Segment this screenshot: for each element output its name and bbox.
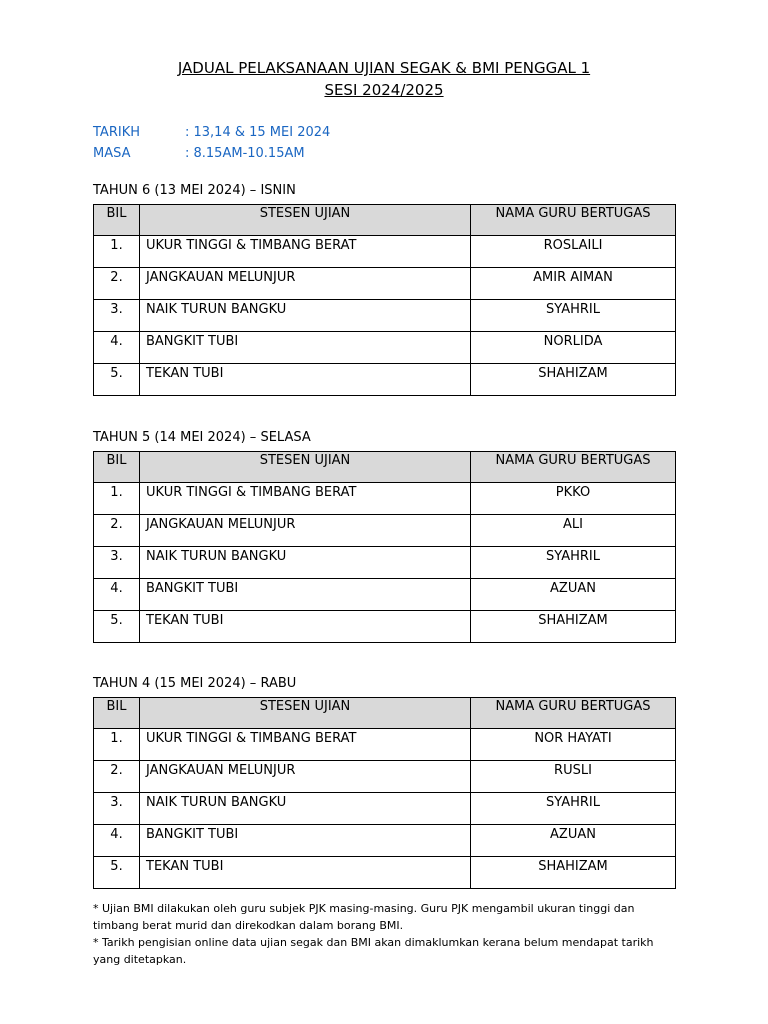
cell-stesen: NAIK TURUN BANGKU	[140, 300, 471, 332]
cell-bil: 3.	[94, 547, 140, 579]
tarikh-row	[93, 124, 330, 142]
section-heading: TAHUN 4 (15 MEI 2024) – RABU	[93, 676, 297, 691]
cell-guru: AZUAN	[471, 825, 676, 857]
table-row	[94, 364, 676, 396]
table-row	[94, 483, 676, 515]
table-header-row	[94, 698, 676, 729]
section-tahun-4	[93, 675, 677, 889]
cell-bil: 1.	[94, 483, 140, 515]
col-header-guru: NAMA GURU BERTUGAS	[471, 452, 676, 483]
schedule-table	[93, 451, 676, 643]
table-row	[94, 268, 676, 300]
cell-bil: 3.	[94, 793, 140, 825]
section-tahun-5	[93, 429, 677, 643]
cell-guru: SYAHRIL	[471, 793, 676, 825]
col-header-guru: NAMA GURU BERTUGAS	[471, 205, 676, 236]
col-header-bil: BIL	[94, 452, 140, 483]
table-row	[94, 857, 676, 889]
col-header-bil: BIL	[94, 205, 140, 236]
cell-bil: 5.	[94, 611, 140, 643]
cell-bil: 4.	[94, 579, 140, 611]
table-row	[94, 579, 676, 611]
cell-bil: 3.	[94, 300, 140, 332]
table-row	[94, 611, 676, 643]
cell-guru: ALI	[471, 515, 676, 547]
document-title: JADUAL PELAKSANAAN UJIAN SEGAK & BMI PENGGAL 1	[177, 59, 591, 77]
cell-bil: 5.	[94, 857, 140, 889]
col-header-stesen: STESEN UJIAN	[140, 452, 471, 483]
table-row	[94, 332, 676, 364]
table-row	[94, 236, 676, 268]
table-row	[94, 547, 676, 579]
section-heading: TAHUN 5 (14 MEI 2024) – SELASA	[93, 430, 311, 445]
col-header-guru: NAMA GURU BERTUGAS	[471, 698, 676, 729]
table-header-row	[94, 452, 676, 483]
cell-stesen: NAIK TURUN BANGKU	[140, 793, 471, 825]
cell-bil: 2.	[94, 515, 140, 547]
cell-stesen: UKUR TINGGI & TIMBANG BERAT	[140, 729, 471, 761]
cell-bil: 1.	[94, 236, 140, 268]
masa-row	[93, 145, 305, 163]
table-header-row	[94, 205, 676, 236]
cell-stesen: BANGKIT TUBI	[140, 825, 471, 857]
col-header-bil: BIL	[94, 698, 140, 729]
section-heading: TAHUN 6 (13 MEI 2024) – ISNIN	[93, 183, 296, 198]
footnote: * Ujian BMI dilakukan oleh guru subjek PJK masing-masing. Guru PJK mengambil ukuran tinggi dan timbang berat murid dan direkodkan dalam borang BMI.	[93, 902, 635, 932]
table-row	[94, 825, 676, 857]
footnote: * Tarikh pengisian online data ujian segak dan BMI akan dimaklumkan kerana belum mendapat tarikh yang ditetapkan.	[93, 936, 654, 966]
section-tahun-6	[93, 182, 677, 396]
table-row	[94, 515, 676, 547]
tarikh-value: : 13,14 & 15 MEI 2024	[185, 125, 331, 140]
cell-guru: AMIR AIMAN	[471, 268, 676, 300]
table-row	[94, 793, 676, 825]
cell-guru: SYAHRIL	[471, 547, 676, 579]
cell-guru: NOR HAYATI	[471, 729, 676, 761]
masa-label: MASA	[93, 146, 131, 161]
cell-guru: ROSLAILI	[471, 236, 676, 268]
masa-value: : 8.15AM-10.15AM	[185, 146, 305, 161]
cell-guru: SHAHIZAM	[471, 611, 676, 643]
table-row	[94, 300, 676, 332]
table-row	[94, 761, 676, 793]
cell-stesen: BANGKIT TUBI	[140, 332, 471, 364]
cell-stesen: UKUR TINGGI & TIMBANG BERAT	[140, 483, 471, 515]
cell-bil: 2.	[94, 268, 140, 300]
cell-guru: SHAHIZAM	[471, 364, 676, 396]
col-header-stesen: STESEN UJIAN	[140, 698, 471, 729]
cell-bil: 4.	[94, 825, 140, 857]
cell-stesen: TEKAN TUBI	[140, 611, 471, 643]
cell-stesen: NAIK TURUN BANGKU	[140, 547, 471, 579]
cell-stesen: JANGKAUAN MELUNJUR	[140, 268, 471, 300]
cell-guru: SYAHRIL	[471, 300, 676, 332]
schedule-table	[93, 697, 676, 889]
cell-guru: RUSLI	[471, 761, 676, 793]
cell-stesen: BANGKIT TUBI	[140, 579, 471, 611]
cell-guru: SHAHIZAM	[471, 857, 676, 889]
cell-stesen: JANGKAUAN MELUNJUR	[140, 515, 471, 547]
col-header-stesen: STESEN UJIAN	[140, 205, 471, 236]
cell-stesen: UKUR TINGGI & TIMBANG BERAT	[140, 236, 471, 268]
schedule-table	[93, 204, 676, 396]
table-row	[94, 729, 676, 761]
cell-bil: 4.	[94, 332, 140, 364]
cell-stesen: TEKAN TUBI	[140, 364, 471, 396]
cell-stesen: JANGKAUAN MELUNJUR	[140, 761, 471, 793]
cell-stesen: TEKAN TUBI	[140, 857, 471, 889]
document-subtitle: SESI 2024/2025	[324, 81, 444, 99]
tarikh-label: TARIKH	[93, 125, 140, 140]
cell-bil: 5.	[94, 364, 140, 396]
footnotes	[93, 900, 673, 968]
cell-bil: 2.	[94, 761, 140, 793]
cell-guru: PKKO	[471, 483, 676, 515]
cell-guru: AZUAN	[471, 579, 676, 611]
cell-guru: NORLIDA	[471, 332, 676, 364]
cell-bil: 1.	[94, 729, 140, 761]
